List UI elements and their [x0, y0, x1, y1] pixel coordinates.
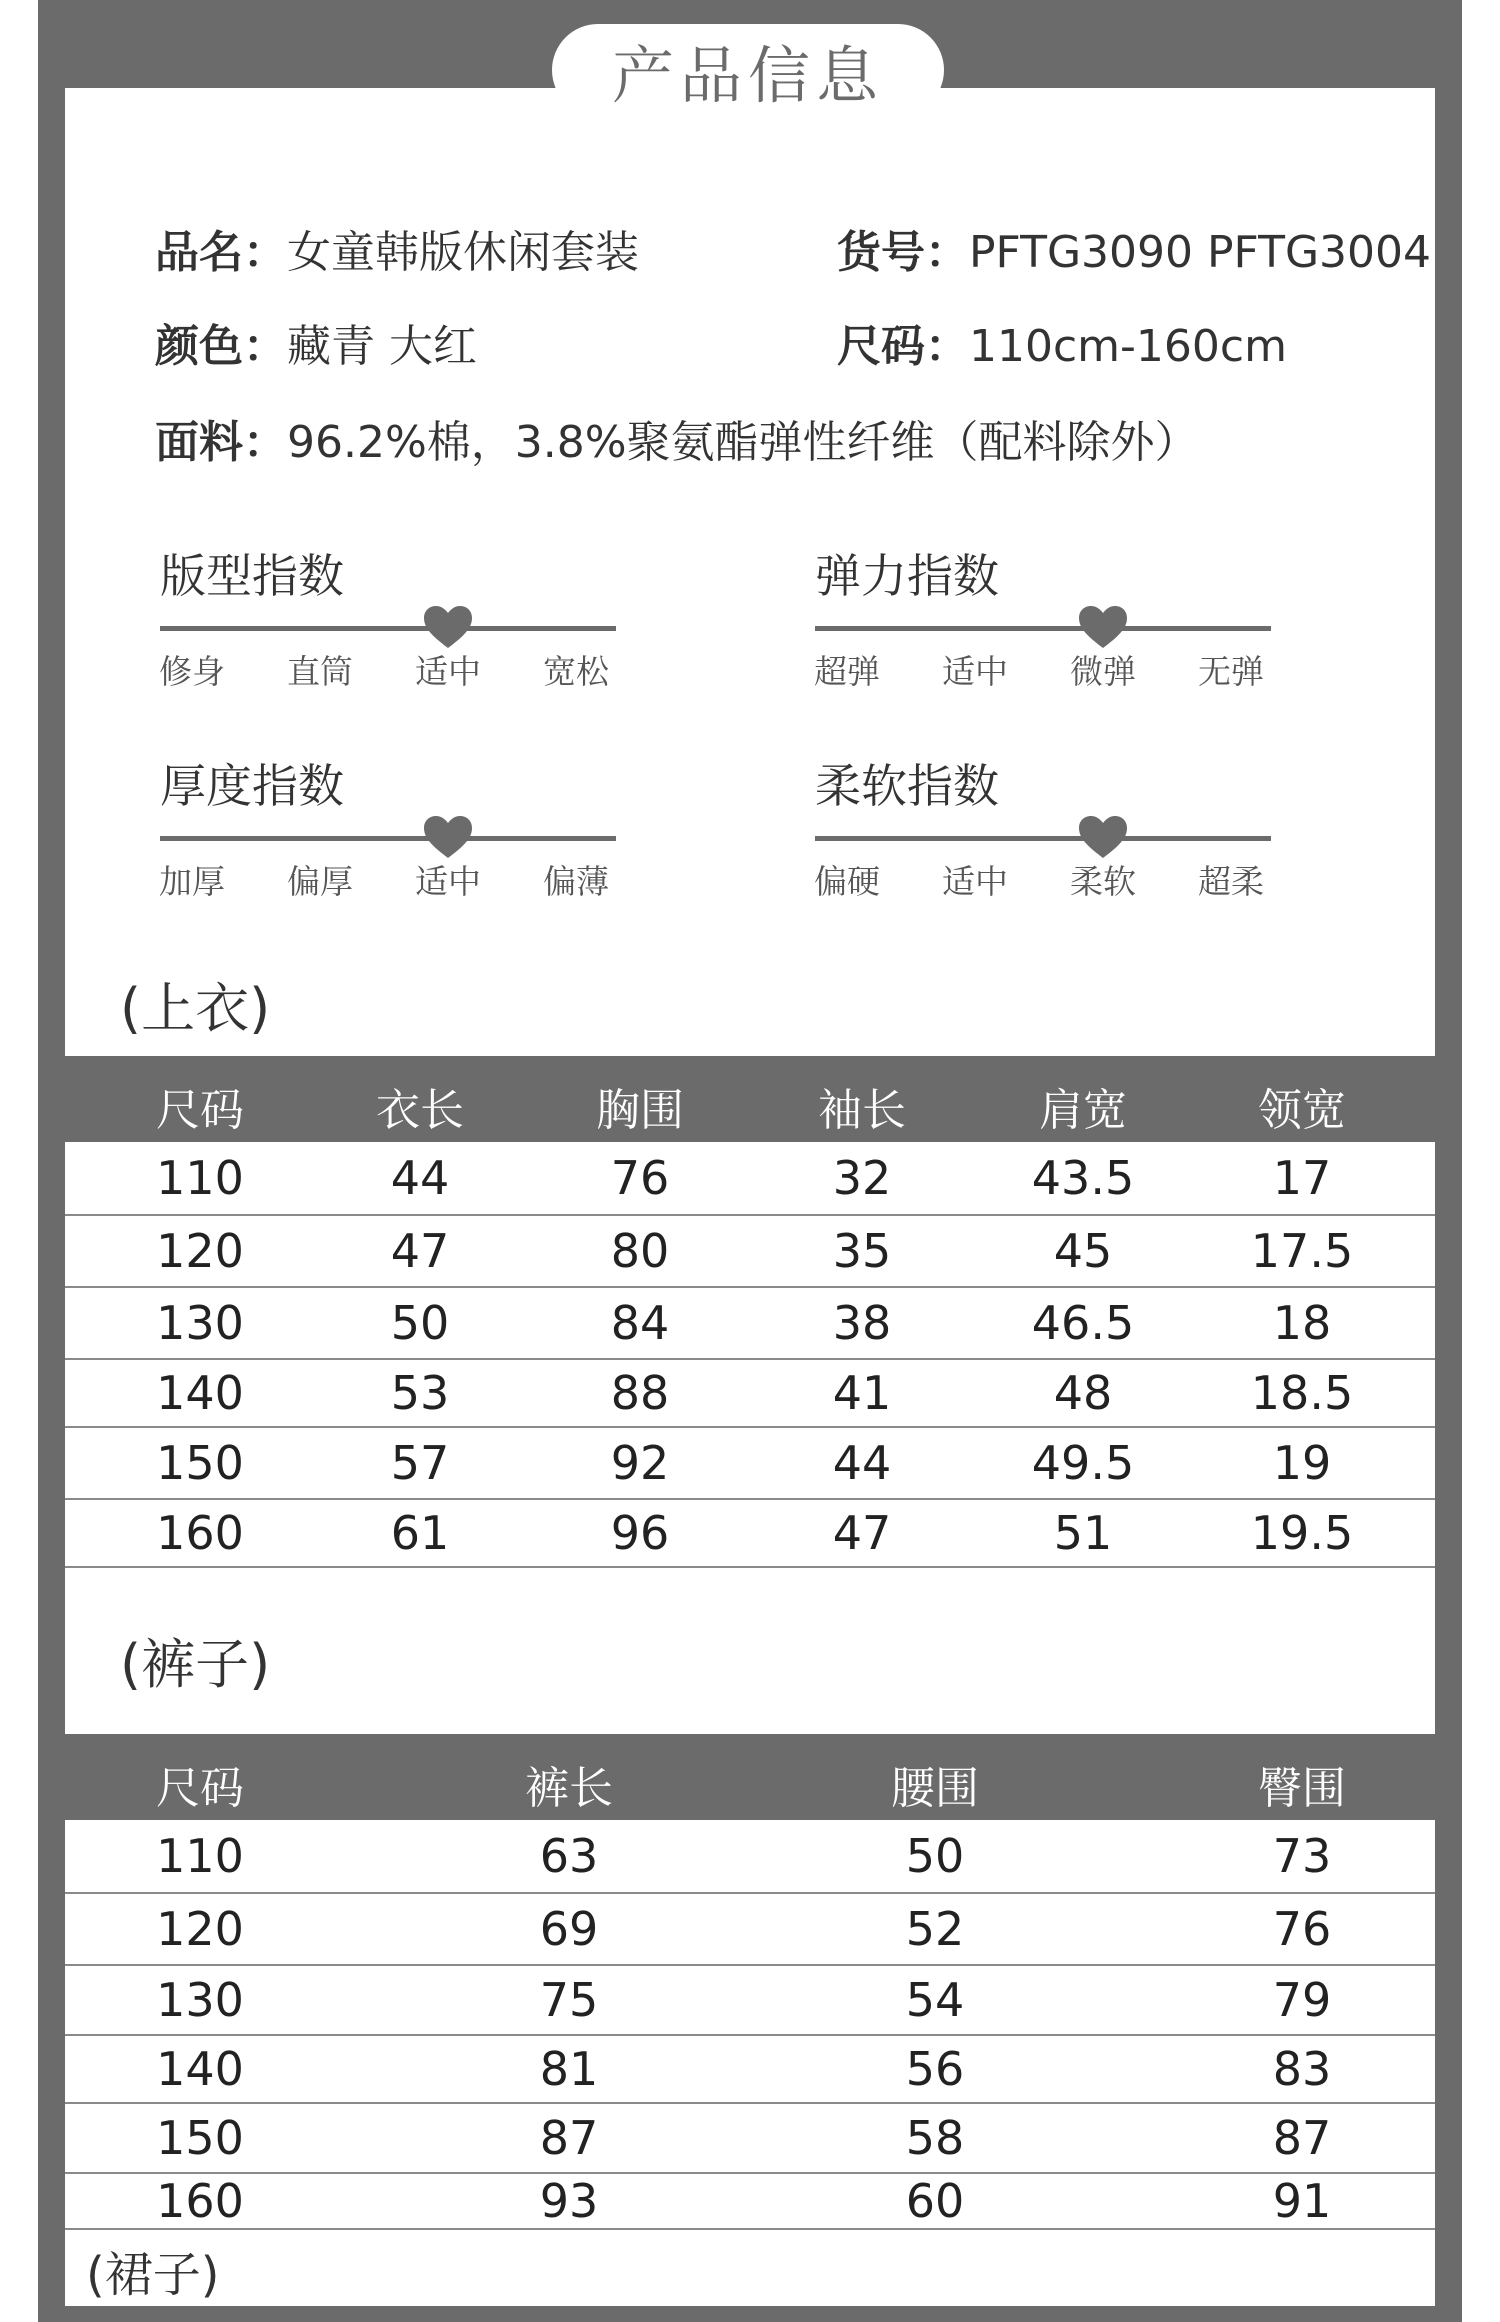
pants-table-header-cell: 裤长: [525, 1763, 613, 1814]
table-row: [65, 1894, 1435, 1966]
pants-table-cell: 150: [156, 2111, 244, 2165]
softness-scale-track: [815, 836, 1271, 841]
table-row: [65, 2104, 1435, 2174]
fabric-value: 96.2%棉，3.8%聚氨酯弹性纤维（配料除外）: [287, 417, 1199, 468]
top-table-cell: 44: [832, 1436, 892, 1490]
top-table-cell: 43.5: [1031, 1151, 1135, 1205]
color-label: 颜色：: [155, 321, 287, 372]
pants-table-cell: 83: [1272, 2042, 1332, 2096]
top-table-header-cell: 尺码: [156, 1085, 244, 1136]
top-table-cell: 96: [610, 1506, 670, 1560]
skirt-section-title: (裙子): [86, 2247, 220, 2303]
sku-label: 货号：: [837, 227, 969, 278]
thickness-scale-track: [160, 836, 616, 841]
pants-table-cell: 75: [539, 1973, 599, 2027]
softness-scale-label: 适中: [942, 862, 1008, 901]
top-table-cell: 19: [1272, 1436, 1332, 1490]
heart-icon: [1077, 814, 1129, 860]
pants-table-cell: 54: [905, 1973, 965, 2027]
top-table-cell: 41: [832, 1366, 892, 1420]
pants-table-header: [65, 1734, 1435, 1820]
page-title: 产品信息: [611, 38, 884, 112]
top-table-cell: 44: [390, 1151, 450, 1205]
stretch-scale-label: 超弹: [814, 652, 880, 691]
top-table-cell: 47: [832, 1506, 892, 1560]
skirt-table-header: [65, 2306, 1435, 2322]
fit-scale-track: [160, 626, 616, 631]
fit-index-title: 版型指数: [160, 549, 344, 603]
thickness-scale-label: 偏厚: [287, 862, 353, 901]
top-table-cell: 49.5: [1031, 1436, 1135, 1490]
table-row: [65, 1820, 1435, 1894]
softness-scale-label: 超柔: [1198, 862, 1264, 901]
pants-table-cell: 81: [539, 2042, 599, 2096]
heart-icon: [1077, 604, 1129, 650]
size-range-row: [837, 310, 1287, 374]
pants-table-cell: 73: [1272, 1829, 1332, 1883]
top-table-cell: 38: [832, 1296, 892, 1350]
pants-table-cell: 87: [539, 2111, 599, 2165]
pants-title-panel: [65, 1568, 1435, 1734]
pants-table-cell: 56: [905, 2042, 965, 2096]
top-table-cell: 80: [610, 1224, 670, 1278]
top-table-cell: 84: [610, 1296, 670, 1350]
top-table-header-cell: 领宽: [1258, 1085, 1346, 1136]
thickness-scale-label: 偏薄: [543, 862, 609, 901]
pants-table-header-cell: 腰围: [891, 1763, 979, 1814]
top-table-cell: 130: [156, 1296, 244, 1350]
pants-table-cell: 79: [1272, 1973, 1332, 2027]
pants-table-cell: 130: [156, 1973, 244, 2027]
thickness-index-title: 厚度指数: [160, 759, 344, 813]
table-row: [65, 1142, 1435, 1216]
pants-table-cell: 58: [905, 2111, 965, 2165]
size-range-value: 110cm-160cm: [969, 321, 1287, 372]
pants-table-cell: 91: [1272, 2174, 1332, 2228]
softness-scale-label: 柔软: [1070, 862, 1136, 901]
color-value: 藏青 大红: [287, 321, 477, 372]
top-table-header: [65, 1056, 1435, 1142]
top-table-header-cell: 衣长: [376, 1085, 464, 1136]
stretch-scale-label: 无弹: [1198, 652, 1264, 691]
table-row: [65, 1360, 1435, 1428]
sku-value: PFTG3090 PFTG3004: [969, 227, 1432, 278]
pants-table-header-cell: 尺码: [156, 1763, 244, 1814]
fit-scale-label: 直筒: [287, 652, 353, 691]
fit-scale-label: 修身: [159, 652, 225, 691]
fit-scale-label: 宽松: [543, 652, 609, 691]
top-table-header-cell: 袖长: [818, 1085, 906, 1136]
color-row: [155, 310, 477, 374]
pants-table-cell: 93: [539, 2174, 599, 2228]
pants-table-cell: 76: [1272, 1902, 1332, 1956]
pants-table-cell: 120: [156, 1902, 244, 1956]
top-table-cell: 88: [610, 1366, 670, 1420]
table-row: [65, 1500, 1435, 1568]
top-table-cell: 48: [1053, 1366, 1113, 1420]
top-table-cell: 35: [832, 1224, 892, 1278]
heart-icon: [422, 604, 474, 650]
pants-table-header-cell: 臀围: [1258, 1763, 1346, 1814]
product-name-label: 品名：: [155, 227, 287, 278]
top-table-cell: 46.5: [1031, 1296, 1135, 1350]
top-table-cell: 18.5: [1250, 1366, 1354, 1420]
stretch-scale-label: 适中: [942, 652, 1008, 691]
top-table-cell: 57: [390, 1436, 450, 1490]
top-table-cell: 150: [156, 1436, 244, 1490]
fabric-row: [155, 406, 1199, 470]
product-name-row: [155, 216, 639, 280]
top-table-cell: 32: [832, 1151, 892, 1205]
pants-table-cell: 63: [539, 1829, 599, 1883]
pants-table-cell: 110: [156, 1829, 244, 1883]
table-row: [65, 1216, 1435, 1288]
pants-table-cell: 140: [156, 2042, 244, 2096]
top-table-cell: 61: [390, 1506, 450, 1560]
stretch-scale-label: 微弹: [1070, 652, 1136, 691]
pants-table-cell: 60: [905, 2174, 965, 2228]
top-table-cell: 50: [390, 1296, 450, 1350]
top-table-cell: 17.5: [1250, 1224, 1354, 1278]
stretch-scale-track: [815, 626, 1271, 631]
top-table-cell: 18: [1272, 1296, 1332, 1350]
pants-table-title: (裤子): [120, 1633, 271, 1696]
softness-scale-label: 偏硬: [814, 862, 880, 901]
table-row: [65, 1966, 1435, 2036]
table-row: [65, 1428, 1435, 1500]
top-table-cell: 92: [610, 1436, 670, 1490]
fabric-label: 面料：: [155, 417, 287, 468]
stretch-index-title: 弹力指数: [815, 549, 999, 603]
thickness-scale-label: 适中: [415, 862, 481, 901]
pants-table-cell: 87: [1272, 2111, 1332, 2165]
top-table-header-cell: 肩宽: [1039, 1085, 1127, 1136]
table-row: [65, 2174, 1435, 2230]
top-table-cell: 160: [156, 1506, 244, 1560]
top-table-cell: 120: [156, 1224, 244, 1278]
fit-scale-label: 适中: [415, 652, 481, 691]
top-table-cell: 76: [610, 1151, 670, 1205]
skirt-title-panel: [65, 2230, 1435, 2306]
top-table-cell: 45: [1053, 1224, 1113, 1278]
pants-table-cell: 52: [905, 1902, 965, 1956]
pants-table-cell: 160: [156, 2174, 244, 2228]
table-row: [65, 1288, 1435, 1360]
product-name-value: 女童韩版休闲套装: [287, 227, 639, 278]
size-range-label: 尺码：: [837, 321, 969, 372]
pants-table-cell: 69: [539, 1902, 599, 1956]
top-table-cell: 110: [156, 1151, 244, 1205]
top-table-cell: 47: [390, 1224, 450, 1278]
softness-index-title: 柔软指数: [815, 759, 999, 813]
page-title-tab: [552, 24, 944, 116]
pants-table-cell: 50: [905, 1829, 965, 1883]
top-table-cell: 53: [390, 1366, 450, 1420]
heart-icon: [422, 814, 474, 860]
top-table-cell: 51: [1053, 1506, 1113, 1560]
table-row: [65, 2036, 1435, 2104]
top-table-cell: 140: [156, 1366, 244, 1420]
top-table-cell: 19.5: [1250, 1506, 1354, 1560]
sku-row: [837, 216, 1431, 280]
top-table-title: (上衣): [120, 977, 271, 1040]
top-table-cell: 17: [1272, 1151, 1332, 1205]
top-table-header-cell: 胸围: [596, 1085, 684, 1136]
thickness-scale-label: 加厚: [159, 862, 225, 901]
